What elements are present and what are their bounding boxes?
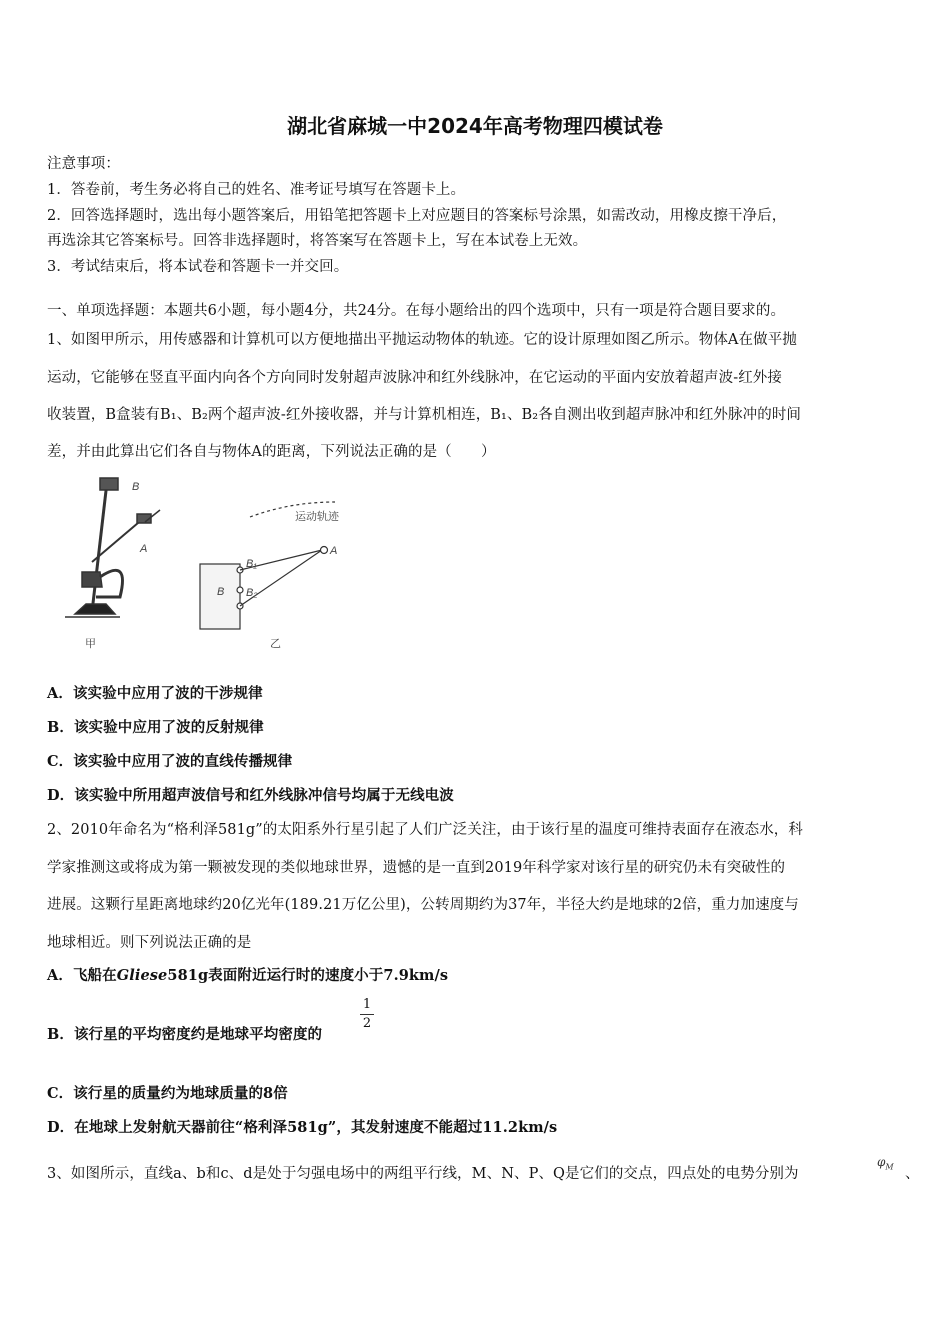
q2-line-3: 进展。这颗行星距离地球约20亿光年(189.21万亿公里)，公转周期约为37年，半径大约是地球的2倍，重力加速度与 [47, 897, 799, 913]
figure-label-track: 运动轨迹 [295, 511, 339, 523]
q2-option-a-pre: A．飞船在 [47, 967, 117, 984]
q2-line-2: 学家推测这或将成为第一颗被发现的类似地球世界，遗憾的是一直到2019年科学家对该行星的研究仍未有突破性的 [47, 860, 786, 876]
figure-label-a-jia: A [140, 543, 148, 555]
q1-option-b: B．该实验中应用了波的反射规律 [47, 719, 264, 736]
figure-label-b1: B₁ [246, 558, 257, 570]
notice-item-2: 2．回答选择题时，选出每小题答案后，用铅笔把答题卡上对应题目的答案标号涂黑，如需改动，用橡皮擦干净后， [47, 208, 787, 224]
q2-option-c: C．该行星的质量约为地球质量的8倍 [47, 1085, 288, 1102]
q1-line-2: 运动，它能够在竖直平面内向各个方向同时发射超声波脉冲和红外线脉冲，在它运动的平面内安放着超声波-红外接 [47, 370, 782, 386]
q2-option-b: B．该行星的平均密度约是地球平均密度的 [47, 1026, 323, 1043]
q1-line-3: 收装置，B盒装有B₁、B₂两个超声波-红外接收器，并与计算机相连，B₁、B₂各自测出收到超声脉冲和红外脉冲的时间 [47, 407, 802, 423]
q2-line-4: 地球相近。则下列说法正确的是 [47, 935, 252, 951]
q2-option-a [47, 964, 448, 985]
q2-option-a-italic: Gliese [116, 967, 168, 984]
q1-figure [60, 472, 380, 662]
q2-option-d: D．在地球上发射航天器前往“格利泽581g”，其发射速度不能超过11.2km/s [47, 1119, 558, 1136]
phi-m-symbol [877, 1155, 894, 1171]
figure-label-a: A [330, 545, 338, 557]
q1-option-a: A．该实验中应用了波的干涉规律 [47, 685, 263, 702]
notice-heading: 注意事项： [47, 156, 120, 172]
q2-line-1: 2、2010年命名为“格利泽581g”的太阳系外行星引起了人们广泛关注，由于该行星的温度可维持表面存在液态水，科 [47, 822, 804, 838]
q1-line-4: 差，并由此算出它们各自与物体A的距离，下列说法正确的是（ ） [47, 444, 496, 460]
figure-label-b-box: B [217, 586, 225, 598]
page-title: 湖北省麻城一中2024年高考物理四模试卷 [287, 114, 663, 138]
notice-item-3: 3．考试结束后，将本试卷和答题卡一并交回。 [47, 259, 349, 275]
q3-trail: 、 [905, 1166, 920, 1182]
q1-option-d: D．该实验中所用超声波信号和红外线脉冲信号均属于无线电波 [47, 787, 454, 804]
q1-line-1: 1、如图甲所示，用传感器和计算机可以方便地描出平抛运动物体的轨迹。它的设计原理如图乙所示。物体A在做平抛 [47, 332, 797, 348]
fraction-denominator: 2 [362, 1016, 372, 1031]
figure-label-b: B [132, 481, 140, 493]
notice-item-2-cont: 再选涂其它答案标号。回答非选择题时，将答案写在答题卡上，写在本试卷上无效。 [47, 233, 588, 249]
q3-line-1: 3、如图所示，直线a、b和c、d是处于匀强电场中的两组平行线，M、N、P、Q是它们的交点，四点处的电势分别为 [47, 1166, 799, 1182]
fraction-numerator: 1 [362, 997, 372, 1012]
figure-label-jia: 甲 [85, 638, 96, 650]
figure-label-yi: 乙 [270, 638, 281, 650]
phi-subscript: M [885, 1162, 894, 1172]
q2-option-a-post: 581g表面附近运行时的速度小于7.9km/s [167, 967, 449, 984]
figure-label-b2: B₂ [246, 587, 258, 599]
section-header: 一、单项选择题：本题共6小题，每小题4分，共24分。在每小题给出的四个选项中，只有一项是符合题目要求的。 [47, 303, 786, 319]
phi-symbol: φ [877, 1155, 886, 1169]
notice-item-1: 1．答卷前，考生务必将自己的姓名、准考证号填写在答题卡上。 [47, 182, 466, 198]
q1-option-c: C．该实验中应用了波的直线传播规律 [47, 753, 293, 770]
fraction-one-half [360, 997, 374, 1032]
